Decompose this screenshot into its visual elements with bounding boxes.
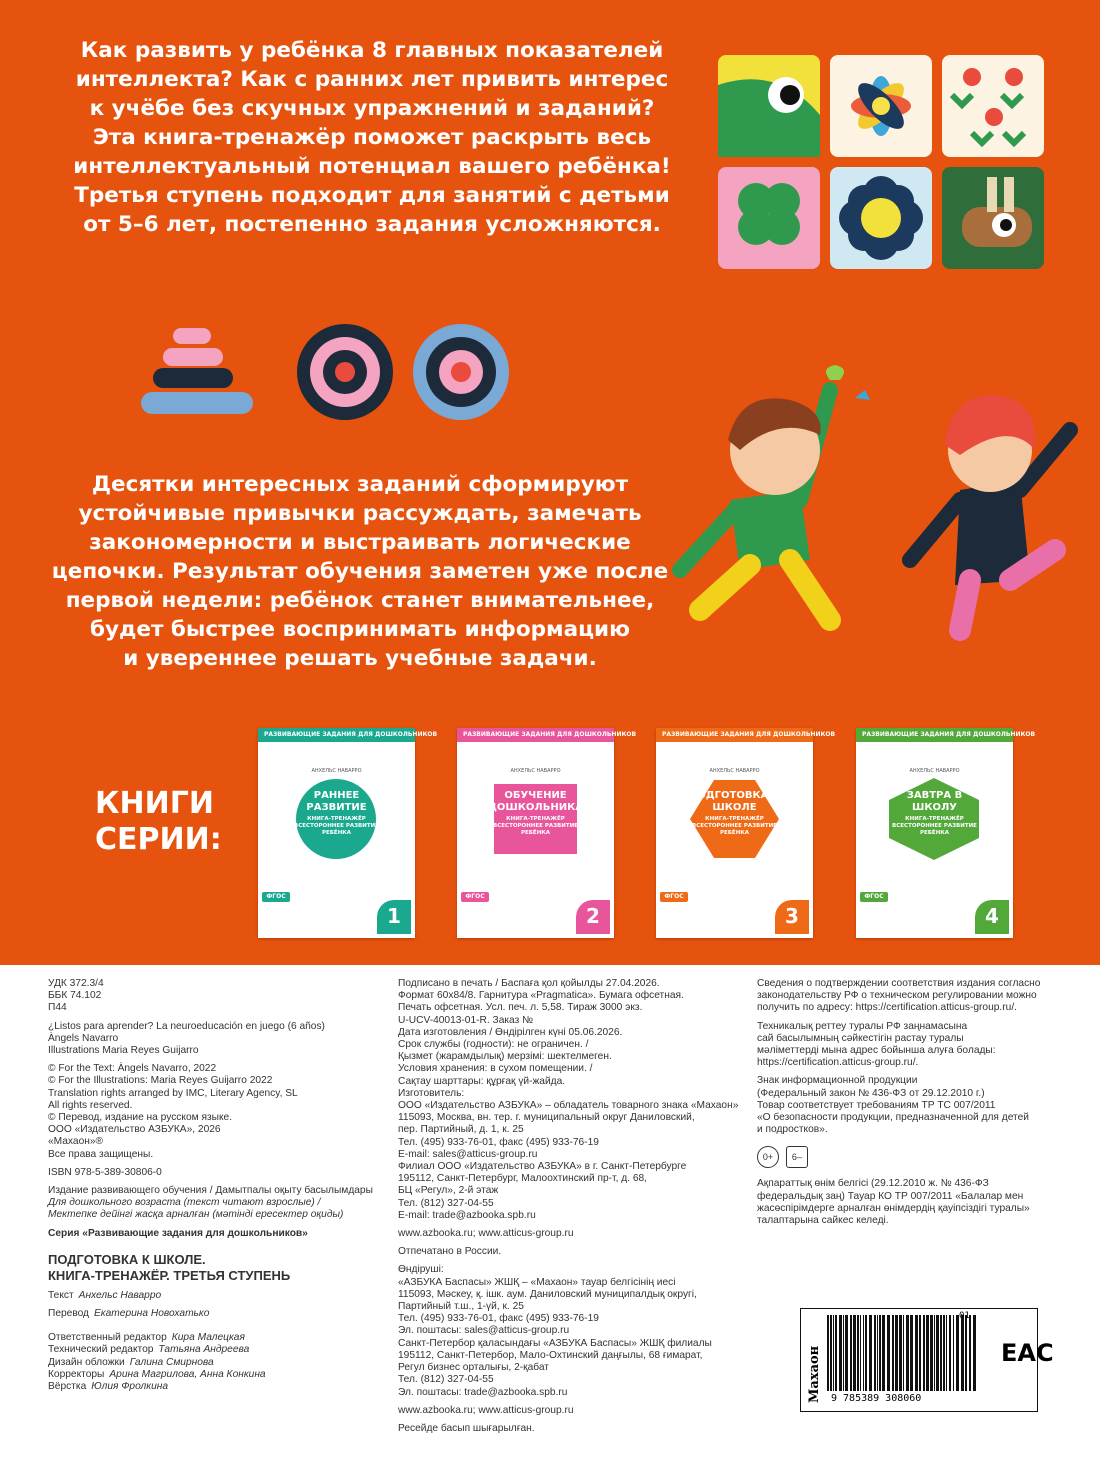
fgos-badge: ФГОС bbox=[660, 892, 688, 902]
barcode-bar bbox=[860, 1315, 861, 1391]
book-title-line: ПОДГОТОВКА К ШКОЛЕ. bbox=[48, 1251, 206, 1267]
flower-tile bbox=[830, 55, 932, 157]
credit-row bbox=[48, 1332, 373, 1344]
barcode-bar bbox=[946, 1315, 947, 1391]
barcode-bar bbox=[882, 1315, 885, 1391]
imprint-line: и подростков». bbox=[757, 1124, 828, 1136]
imprint-line: Условия хранения: в сухом помещении. / bbox=[398, 1063, 593, 1075]
fgos-badge: ФГОС bbox=[860, 892, 888, 902]
credit-name: Юлия Фролкина bbox=[91, 1381, 169, 1393]
barcode-bar bbox=[835, 1315, 837, 1391]
imprint-line: 195112, Санкт-Петербург, Малоохтинский пр-т, д. 68, bbox=[398, 1173, 648, 1185]
barcode-bar bbox=[863, 1315, 864, 1391]
book-band: РАЗВИВАЮЩИЕ ЗАДАНИЯ ДЛЯ ДОШКОЛЬНИКОВ bbox=[258, 728, 415, 742]
credit-name: Галина Смирнова bbox=[129, 1356, 214, 1368]
barcode-bar bbox=[827, 1315, 829, 1391]
barcode-bar bbox=[845, 1315, 848, 1391]
book-subtitle: КНИГА-ТРЕНАЖЁР ВСЕСТОРОННЕЕ РАЗВИТИЕ РЕБЁНКА bbox=[294, 816, 379, 836]
imprint-line: ¿Listos para aprender? La neuroeducación en juego (6 años) bbox=[48, 1020, 325, 1032]
series-book-cover[interactable] bbox=[258, 728, 438, 938]
imprint-line: © Перевод, издание на русском языке. bbox=[48, 1112, 233, 1124]
imprint-line: © For the Illustrations: Maria Reyes Guijarro 2022 bbox=[48, 1075, 273, 1087]
imprint-line: Отпечатано в России. bbox=[398, 1246, 502, 1258]
barcode-bar bbox=[853, 1315, 856, 1391]
imprint-line: сай басылымның сәйкестігін растау туралы bbox=[757, 1032, 964, 1044]
imprint-middle bbox=[398, 978, 738, 1435]
barcode-bar bbox=[940, 1315, 942, 1391]
barcode-bar bbox=[895, 1315, 898, 1391]
imprint-line: 195112, Санкт-Петербор, Мало-Охтинский даңғылы, 68 ғимарат, bbox=[398, 1349, 703, 1361]
barcode-bar bbox=[843, 1315, 844, 1391]
imprint-line: Àngels Navarro bbox=[48, 1032, 119, 1044]
imprint-line: Подписано в печать / Баспаға қол қойылды 27.04.2026. bbox=[398, 978, 660, 989]
credit-row bbox=[48, 1308, 373, 1320]
barcode-bar bbox=[953, 1315, 954, 1391]
book-subtitle: КНИГА-ТРЕНАЖЁР ВСЕСТОРОННЕЕ РАЗВИТИЕ РЕБЁНКА bbox=[692, 816, 777, 836]
imprint-line: E-mail: sales@atticus-group.ru bbox=[398, 1148, 538, 1160]
imprint-line: Формат 60x84/8. Гарнитура «Pragmatica». Бумага офсетная. bbox=[398, 990, 684, 1002]
credit-name: Кира Малецкая bbox=[171, 1332, 245, 1344]
book-number: 2 bbox=[576, 900, 610, 934]
intro-line: интеллекта? Как с ранних лет привить интерес bbox=[75, 67, 669, 92]
imprint-line: (Федеральный закон № 436-ФЗ от 29.12.2010 г.) bbox=[757, 1087, 985, 1099]
credit-name: Арина Магрилова, Анна Конкина bbox=[109, 1368, 266, 1380]
imprint-line: Эл. поштасы: sales@atticus-group.ru bbox=[398, 1325, 570, 1337]
series-book-cover[interactable] bbox=[856, 728, 1036, 938]
imprint-line: All rights reserved. bbox=[48, 1099, 133, 1111]
intro-line: от 5–6 лет, постепенно задания усложняются. bbox=[83, 212, 661, 237]
imprint-line: получить по адресу: https://certification.atticus-group.ru/. bbox=[757, 1002, 1017, 1014]
book-title: ОБУЧЕНИЕ ДОШКОЛЬНИКА bbox=[487, 790, 583, 813]
imprint-line: 115093, Москва, вн. тер. г. муниципальный округ Даниловский, bbox=[398, 1112, 695, 1124]
imprint-line: www.azbooka.ru; www.atticus-group.ru bbox=[398, 1404, 574, 1416]
credit-name: Татьяна Андреева bbox=[158, 1344, 250, 1356]
rabbit-tile bbox=[942, 167, 1044, 269]
imprint-line: Ресейде басып шығарылған. bbox=[398, 1422, 535, 1434]
barcode-bar bbox=[961, 1315, 964, 1391]
intro-line: к учёбе без скучных упражнений и заданий? bbox=[89, 96, 655, 121]
imprint-line: Өндіруші: bbox=[398, 1264, 444, 1276]
imprint-line: Тел. (495) 933-76-01, факс (495) 933-76-19 bbox=[398, 1136, 599, 1148]
imprint-line: Тел. (812) 327-04-55 bbox=[398, 1374, 494, 1386]
imprint-line: Все права защищены. bbox=[48, 1148, 154, 1160]
imprint-line: «Махаон»® bbox=[48, 1136, 104, 1148]
barcode-bar bbox=[956, 1315, 959, 1391]
barcode-bar bbox=[949, 1315, 951, 1391]
imprint-line: 115093, Мәскеу, қ. ішк. аум. Даниловский муниципалдық округі, bbox=[398, 1288, 697, 1300]
imprint-line: «О безопасности продукции, предназначенной для детей bbox=[757, 1112, 1029, 1124]
imprint-line-italic: Для дошкольного возраста (текст читают взрослые) / bbox=[48, 1197, 321, 1209]
imprint-line: Қызмет (жарамдылық) мерзімі: шектелмеген. bbox=[398, 1051, 612, 1063]
illustration-tiles bbox=[718, 55, 1044, 269]
book-title: РАННЕЕ РАЗВИТИЕ bbox=[306, 790, 367, 813]
middle-text bbox=[40, 470, 680, 673]
imprint-line: Печать офсетная. Усл. печ. л. 5,58. Тираж 3000 экз. bbox=[398, 1002, 643, 1014]
barcode-bar bbox=[879, 1315, 881, 1391]
middle-line: первой недели: ребёнок станет внимательнее, bbox=[65, 588, 655, 613]
imprint-line-italic: Мектепке дейінгі жасқа арналған (мәтінді ересектер оқиды) bbox=[48, 1209, 344, 1221]
middle-line: цепочки. Результат обучения заметен уже после bbox=[51, 559, 669, 584]
credit-row bbox=[48, 1344, 373, 1356]
kids-illustration bbox=[660, 350, 1090, 650]
barcode-bar bbox=[965, 1315, 967, 1391]
barcode-bar bbox=[969, 1315, 971, 1391]
intro-line: Как развить у ребёнка 8 главных показателей bbox=[80, 38, 664, 63]
clover-tile bbox=[718, 167, 820, 269]
barcode-bar bbox=[899, 1315, 902, 1391]
credit-role: Перевод bbox=[48, 1308, 90, 1320]
barcode-addon: 01 bbox=[959, 1311, 970, 1321]
toys-illustration bbox=[135, 320, 515, 430]
imprint-line: Санкт-Петербор қаласындағы «АЗБУКА Баспасы» ЖШҚ филиалы bbox=[398, 1337, 712, 1349]
imprint-line: Дата изготовления / Өндірілген күні 05.06.2026. bbox=[398, 1026, 623, 1038]
barcode-bar bbox=[857, 1315, 859, 1391]
barcode-bar bbox=[903, 1315, 904, 1391]
imprint-line: Изготовитель: bbox=[398, 1087, 465, 1099]
credit-role: Корректоры bbox=[48, 1368, 105, 1380]
credit-row bbox=[48, 1369, 373, 1381]
barcode-bar bbox=[930, 1315, 933, 1391]
imprint-line: ООО «Издательство АЗБУКА», 2026 bbox=[48, 1124, 221, 1136]
imprint-line: талаптарына сайкес келеді. bbox=[757, 1215, 889, 1227]
imprint-line: Эл. поштасы: trade@azbooka.spb.ru bbox=[398, 1386, 568, 1398]
barcode-bar bbox=[923, 1315, 925, 1391]
imprint-line: пер. Партийный, д. 1, к. 25 bbox=[398, 1124, 524, 1136]
imprint-line: Сведения о подтверждении соответствия издания согласно bbox=[757, 978, 1041, 989]
book-title: ПОДГОТОВКА К ШКОЛЕ bbox=[688, 790, 781, 813]
credit-row bbox=[48, 1290, 373, 1302]
imprint-line: федеральдық заң) Тауар КО ТР 007/2011 «Балалар мен bbox=[757, 1190, 1024, 1202]
barcode-bar bbox=[887, 1315, 890, 1391]
barcode-bar bbox=[865, 1315, 867, 1391]
imprint-line: БЦ «Регул», 2-й этаж bbox=[398, 1185, 499, 1197]
barcode-bar bbox=[906, 1315, 909, 1391]
age-badge: 6– bbox=[786, 1146, 808, 1168]
middle-line: будет быстрее воспринимать информацию bbox=[90, 617, 630, 642]
intro-line: интеллектуальный потенциал вашего ребёнка! bbox=[73, 154, 671, 179]
imprint-line: мәліметтерді мына адрес бойынша алуға болады: bbox=[757, 1045, 996, 1057]
book-author: АНХЕЛЬС НАВАРРО bbox=[311, 768, 362, 774]
series-heading-line: КНИГИ bbox=[95, 786, 214, 821]
barcode-bar bbox=[926, 1315, 929, 1391]
berries-tile bbox=[942, 55, 1044, 157]
credit-role: Технический редактор bbox=[48, 1344, 154, 1356]
book-title: ЗАВТРА В ШКОЛУ bbox=[906, 790, 963, 813]
series-book-cover[interactable] bbox=[457, 728, 637, 938]
imprint-line: https://certification.atticus-group.ru/. bbox=[757, 1057, 919, 1069]
barcode-bar bbox=[850, 1315, 852, 1391]
imprint-line: ООО «Издательство АЗБУКА» – обладатель товарного знака «Махаон» bbox=[398, 1100, 739, 1112]
age-badge: 0+ bbox=[757, 1146, 779, 1168]
imprint-line: Ақпараттық өнім белгісі (29.12.2010 ж. № 436-ФЗ bbox=[757, 1178, 989, 1190]
intro-line: Третья ступень подходит для занятий с детьми bbox=[74, 183, 670, 208]
imprint-line: www.azbooka.ru; www.atticus-group.ru bbox=[398, 1228, 574, 1240]
barcode-box bbox=[800, 1308, 1054, 1412]
series-line: Серия «Развивающие задания для дошкольников» bbox=[48, 1227, 308, 1239]
book-band: РАЗВИВАЮЩИЕ ЗАДАНИЯ ДЛЯ ДОШКОЛЬНИКОВ bbox=[656, 728, 813, 742]
imprint-line: Сақтау шарттары: құрғақ үй-жайда. bbox=[398, 1075, 566, 1087]
barcode-bar bbox=[934, 1315, 935, 1391]
book-subtitle: КНИГА-ТРЕНАЖЁР ВСЕСТОРОННЕЕ РАЗВИТИЕ РЕБЁНКА bbox=[892, 816, 977, 836]
middle-line: и увереннее решать учебные задачи. bbox=[123, 646, 597, 671]
age-badges bbox=[757, 1146, 1040, 1168]
barcode-bar bbox=[869, 1315, 872, 1391]
barcode-bar bbox=[943, 1315, 945, 1391]
intro-line: Эта книга-тренажёр поможет раскрыть весь bbox=[92, 125, 652, 150]
barcode-bar bbox=[833, 1315, 834, 1391]
imprint-line: © For the Text: Àngels Navarro, 2022 bbox=[48, 1063, 217, 1075]
credit-row bbox=[48, 1381, 373, 1393]
imprint-line: жасөспірімдерге арналған өнімдердің қауіпсіздігі туралы» bbox=[757, 1202, 1030, 1214]
bird-eye-tile bbox=[718, 55, 820, 157]
imprint-line: «АЗБУКА Баспасы» ЖШҚ – «Махаон» тауар белгісінің иесі bbox=[398, 1276, 676, 1288]
barcode-bar bbox=[973, 1315, 976, 1391]
barcode-bars bbox=[827, 1315, 983, 1395]
series-heading-line: СЕРИИ: bbox=[95, 822, 222, 857]
barcode-bar bbox=[874, 1315, 876, 1391]
series-heading bbox=[95, 786, 222, 858]
imprint-line: УДК 372.3/4 bbox=[48, 978, 104, 989]
credit-name: Екатерина Новохатько bbox=[94, 1308, 210, 1320]
middle-line: Десятки интересных заданий сформируют bbox=[91, 472, 629, 497]
imprint-line: Филиал ООО «Издательство АЗБУКА» в г. Санкт-Петербурге bbox=[398, 1161, 687, 1173]
credit-name: Анхельс Наварро bbox=[78, 1289, 162, 1301]
barcode-bar bbox=[839, 1315, 842, 1391]
book-author: АНХЕЛЬС НАВАРРО bbox=[909, 768, 960, 774]
book-author: АНХЕЛЬС НАВАРРО bbox=[709, 768, 760, 774]
eac-mark: EAC bbox=[1001, 1339, 1054, 1367]
barcode-number: 9 785389 308060 bbox=[831, 1393, 922, 1404]
barcode-bar bbox=[877, 1315, 878, 1391]
imprint-line: Партийный т.ш., 1-үй, к. 25 bbox=[398, 1301, 524, 1313]
blue-flower-tile bbox=[830, 167, 932, 269]
book-author: АНХЕЛЬС НАВАРРО bbox=[510, 768, 561, 774]
imprint-line: Illustrations Maria Reyes Guijarro bbox=[48, 1045, 199, 1057]
book-band: РАЗВИВАЮЩИЕ ЗАДАНИЯ ДЛЯ ДОШКОЛЬНИКОВ bbox=[856, 728, 1013, 742]
barcode-bar bbox=[830, 1315, 832, 1391]
imprint-line: ББК 74.102 bbox=[48, 990, 102, 1002]
book-band: РАЗВИВАЮЩИЕ ЗАДАНИЯ ДЛЯ ДОШКОЛЬНИКОВ bbox=[457, 728, 614, 742]
imprint-line: П44 bbox=[48, 1002, 67, 1014]
book-subtitle: КНИГА-ТРЕНАЖЁР ВСЕСТОРОННЕЕ РАЗВИТИЕ РЕБЁНКА bbox=[493, 816, 578, 836]
barcode-bar bbox=[936, 1315, 939, 1391]
book-number: 4 bbox=[975, 900, 1009, 934]
imprint-line: Translation rights arranged by IMC, Literary Agency, SL bbox=[48, 1087, 298, 1099]
imprint-line: Тел. (495) 933-76-01, факс (495) 933-76-19 bbox=[398, 1313, 599, 1325]
imprint-line: Техникалық реттеу туралы РФ заңнамасына bbox=[757, 1020, 968, 1032]
imprint-line: ISBN 978-5-389-30806-0 bbox=[48, 1166, 162, 1178]
barcode-bar bbox=[915, 1315, 918, 1391]
imprint-line: U-UCV-40013-01-R. Заказ № bbox=[398, 1014, 534, 1026]
imprint-line: Тел. (812) 327-04-55 bbox=[398, 1197, 494, 1209]
imprint-line: законодательству РФ о техническом регулировании можно bbox=[757, 990, 1037, 1002]
barcode-bar bbox=[919, 1315, 921, 1391]
brand-logo-text: Махаон bbox=[807, 1345, 822, 1403]
barcode-bar bbox=[910, 1315, 913, 1391]
credit-role: Ответственный редактор bbox=[48, 1332, 167, 1344]
fgos-badge: ФГОС bbox=[262, 892, 290, 902]
fgos-badge: ФГОС bbox=[461, 892, 489, 902]
imprint-line: Издание развивающего обучения / Дамытпалы оқыту басылымдары bbox=[48, 1185, 373, 1197]
credit-row bbox=[48, 1357, 373, 1369]
imprint-right bbox=[757, 978, 1040, 1227]
imprint-line: Товар соответствует требованиям ТР ТС 007/2011 bbox=[757, 1099, 996, 1111]
middle-line: устойчивые привычки рассуждать, замечать bbox=[78, 501, 642, 526]
book-number: 3 bbox=[775, 900, 809, 934]
barcode-bar bbox=[892, 1315, 894, 1391]
credit-role: Вёрстка bbox=[48, 1381, 87, 1393]
imprint-line: Срок службы (годности): не ограничен. / bbox=[398, 1039, 589, 1051]
credit-role: Дизайн обложки bbox=[48, 1356, 125, 1368]
book-number: 1 bbox=[377, 900, 411, 934]
imprint-line: E-mail: trade@azbooka.spb.ru bbox=[398, 1209, 536, 1221]
imprint-line: Знак информационной продукции bbox=[757, 1075, 918, 1087]
series-book-cover[interactable] bbox=[656, 728, 836, 938]
credit-role: Текст bbox=[48, 1289, 74, 1301]
book-title-line: КНИГА-ТРЕНАЖЁР. ТРЕТЬЯ СТУПЕНЬ bbox=[48, 1267, 291, 1283]
imprint-line: Регул бизнес орталығы, 2-қабат bbox=[398, 1362, 549, 1374]
middle-line: закономерности и выстраивать логические bbox=[89, 530, 631, 555]
brand-logo bbox=[805, 1315, 825, 1405]
intro-text bbox=[52, 36, 692, 239]
imprint-left bbox=[48, 978, 373, 1393]
